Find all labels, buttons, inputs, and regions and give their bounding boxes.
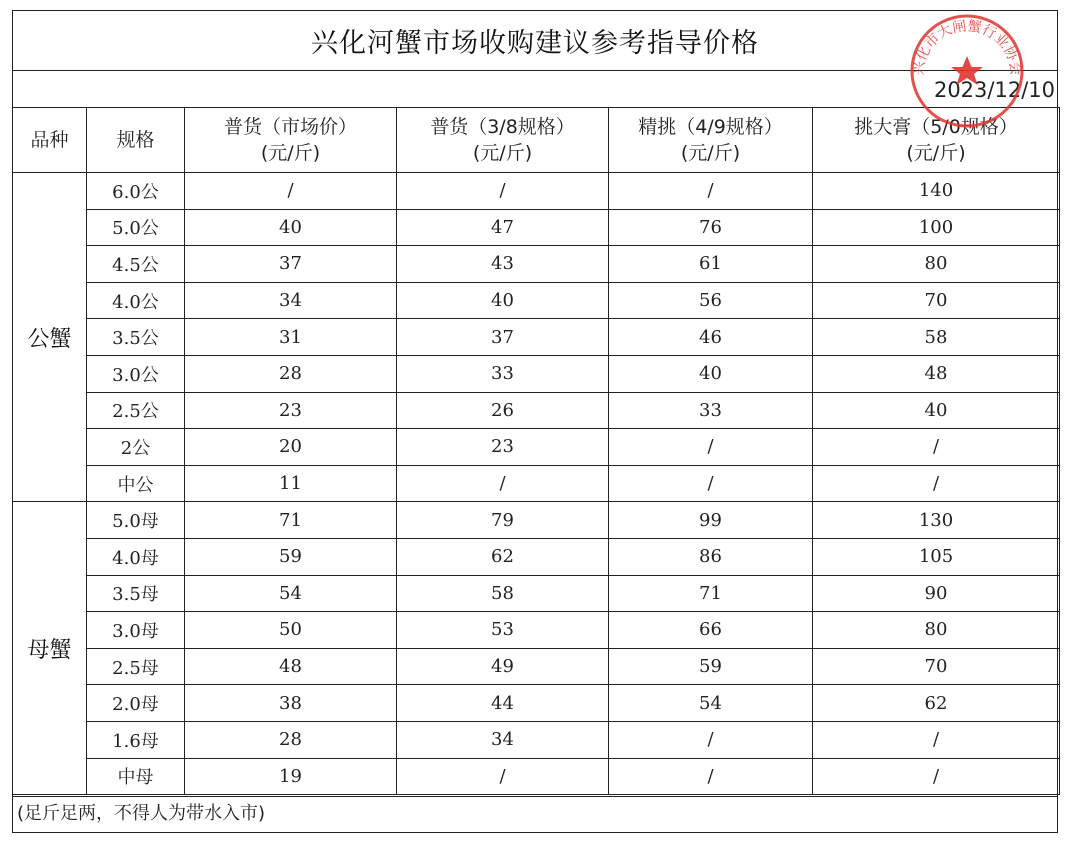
price-cell-c3: /: [609, 429, 813, 466]
price-cell-c3: 61: [609, 246, 813, 283]
price-cell-c1: 38: [185, 685, 397, 722]
price-cell-c1: 11: [185, 465, 397, 502]
price-cell-c4: 70: [813, 648, 1060, 685]
price-cell-c1: 19: [185, 758, 397, 795]
price-cell-c1: 48: [185, 648, 397, 685]
price-cell-c3: 86: [609, 538, 813, 575]
price-cell-c3: /: [609, 173, 813, 210]
price-cell-c2: 49: [397, 648, 609, 685]
spec-cell: 2.5公: [87, 392, 185, 429]
price-cell-c1: 28: [185, 355, 397, 392]
date-row: [13, 71, 1057, 108]
table-row: [13, 502, 1060, 539]
table-row: [13, 319, 1060, 356]
spec-cell: 中公: [87, 465, 185, 502]
svg-text:兴化市大闸蟹行业协会: 兴化市大闸蟹行业协会: [910, 18, 1024, 77]
spec-cell: 2.0母: [87, 685, 185, 722]
price-cell-c2: 40: [397, 282, 609, 319]
price-cell-c1: 23: [185, 392, 397, 429]
price-cell-c2: 33: [397, 355, 609, 392]
spec-cell: 3.0母: [87, 612, 185, 649]
price-cell-c1: 59: [185, 538, 397, 575]
price-cell-c1: 37: [185, 246, 397, 283]
spec-cell: 4.5公: [87, 246, 185, 283]
price-cell-c4: 58: [813, 319, 1060, 356]
header-col2-title: 普货（3/8规格）: [430, 116, 575, 138]
table-row: [13, 758, 1060, 795]
footer-note: (足斤足两，不得人为带水入市): [13, 796, 1057, 832]
header-col3: [609, 108, 813, 173]
table-row: [13, 209, 1060, 246]
table-row: [13, 173, 1060, 210]
price-cell-c4: 140: [813, 173, 1060, 210]
price-cell-c3: /: [609, 465, 813, 502]
price-cell-c1: 54: [185, 575, 397, 612]
spec-cell: 3.5母: [87, 575, 185, 612]
header-row: [13, 108, 1060, 173]
price-cell-c3: 46: [609, 319, 813, 356]
price-cell-c4: 105: [813, 538, 1060, 575]
price-cell-c4: /: [813, 758, 1060, 795]
price-cell-c2: 79: [397, 502, 609, 539]
spec-cell: 中母: [87, 758, 185, 795]
spec-cell: 4.0公: [87, 282, 185, 319]
table-row: [13, 575, 1060, 612]
page-title: 兴化河蟹市场收购建议参考指导价格: [13, 11, 1057, 71]
price-cell-c3: 54: [609, 685, 813, 722]
price-cell-c2: /: [397, 173, 609, 210]
price-cell-c3: 59: [609, 648, 813, 685]
price-cell-c1: 31: [185, 319, 397, 356]
price-cell-c3: 66: [609, 612, 813, 649]
star-icon: [951, 56, 983, 85]
price-cell-c2: 34: [397, 721, 609, 758]
price-cell-c4: 40: [813, 392, 1060, 429]
header-spec: 规格: [87, 108, 185, 173]
table-row: [13, 721, 1060, 758]
spec-cell: 3.5公: [87, 319, 185, 356]
price-cell-c1: 71: [185, 502, 397, 539]
price-table: [12, 107, 1060, 795]
price-cell-c3: /: [609, 721, 813, 758]
price-cell-c1: 28: [185, 721, 397, 758]
price-cell-c4: 62: [813, 685, 1060, 722]
spec-cell: 5.0母: [87, 502, 185, 539]
spec-cell: 2公: [87, 429, 185, 466]
header-col1-unit: (元/斤): [260, 142, 321, 164]
header-col3-unit: (元/斤): [680, 142, 741, 164]
price-sheet: [12, 10, 1058, 833]
price-cell-c3: 33: [609, 392, 813, 429]
price-cell-c4: /: [813, 429, 1060, 466]
price-cell-c2: /: [397, 758, 609, 795]
price-cell-c2: 47: [397, 209, 609, 246]
header-col4-title: 挑大膏（5/0规格）: [854, 116, 1018, 138]
header-col3-title: 精挑（4/9规格）: [638, 116, 783, 138]
table-row: [13, 246, 1060, 283]
table-row: [13, 355, 1060, 392]
price-cell-c3: 71: [609, 575, 813, 612]
spec-cell: 5.0公: [87, 209, 185, 246]
price-cell-c2: 43: [397, 246, 609, 283]
spec-cell: 4.0母: [87, 538, 185, 575]
association-seal: [908, 12, 1026, 130]
price-cell-c3: 99: [609, 502, 813, 539]
spec-cell: 3.0公: [87, 355, 185, 392]
price-cell-c2: 44: [397, 685, 609, 722]
spec-cell: 6.0公: [87, 173, 185, 210]
date-label: 2023/12/10: [933, 78, 1055, 102]
header-col2-unit: (元/斤): [472, 142, 533, 164]
header-col1-title: 普货（市场价）: [223, 116, 357, 138]
table-row: [13, 429, 1060, 466]
header-col4-unit: (元/斤): [906, 142, 966, 164]
price-cell-c1: 40: [185, 209, 397, 246]
price-cell-c4: /: [813, 465, 1060, 502]
header-col1: [185, 108, 397, 173]
variety-cell: 母蟹: [13, 502, 87, 795]
price-cell-c3: /: [609, 758, 813, 795]
spec-cell: 2.5母: [87, 648, 185, 685]
price-cell-c2: 23: [397, 429, 609, 466]
header-variety: 品种: [13, 108, 87, 173]
price-cell-c1: 34: [185, 282, 397, 319]
table-row: [13, 612, 1060, 649]
price-cell-c4: 130: [813, 502, 1060, 539]
spec-cell: 1.6母: [87, 721, 185, 758]
price-cell-c2: 37: [397, 319, 609, 356]
price-cell-c4: /: [813, 721, 1060, 758]
price-cell-c3: 40: [609, 355, 813, 392]
price-cell-c2: 53: [397, 612, 609, 649]
price-cell-c4: 48: [813, 355, 1060, 392]
price-cell-c4: 80: [813, 246, 1060, 283]
price-cell-c3: 76: [609, 209, 813, 246]
price-cell-c4: 80: [813, 612, 1060, 649]
price-cell-c4: 90: [813, 575, 1060, 612]
header-col2: [397, 108, 609, 173]
price-cell-c1: /: [185, 173, 397, 210]
price-cell-c2: /: [397, 465, 609, 502]
price-cell-c3: 56: [609, 282, 813, 319]
price-cell-c1: 20: [185, 429, 397, 466]
price-cell-c2: 58: [397, 575, 609, 612]
price-table-wrapper: [13, 108, 1057, 795]
table-row: [13, 392, 1060, 429]
price-cell-c1: 50: [185, 612, 397, 649]
price-cell-c4: 100: [813, 209, 1060, 246]
table-row: [13, 282, 1060, 319]
table-row: [13, 538, 1060, 575]
price-cell-c2: 26: [397, 392, 609, 429]
variety-cell: 公蟹: [13, 173, 87, 502]
table-row: [13, 465, 1060, 502]
table-row: [13, 648, 1060, 685]
price-table-body: [13, 173, 1060, 795]
price-cell-c4: 70: [813, 282, 1060, 319]
price-cell-c2: 62: [397, 538, 609, 575]
table-row: [13, 685, 1060, 722]
